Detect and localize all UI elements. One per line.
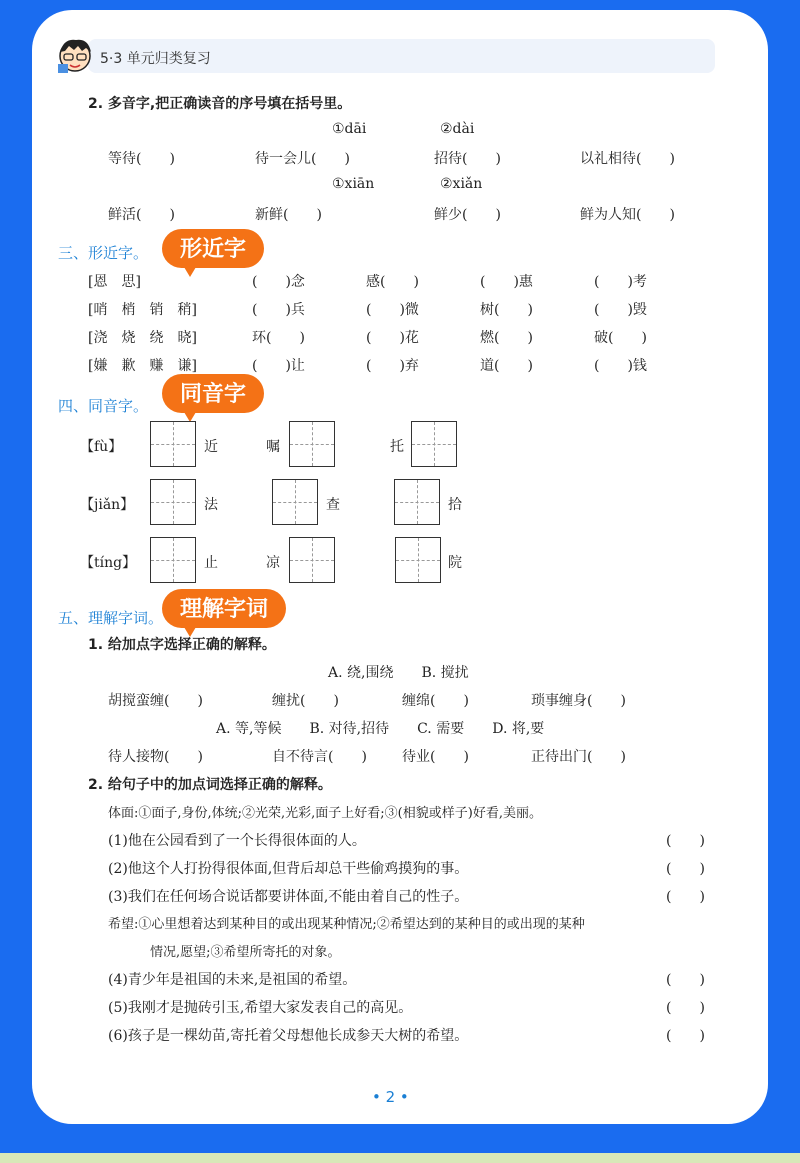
writing-grid[interactable] — [150, 421, 196, 467]
section5-bubble: 理解字词 — [162, 589, 286, 628]
sec3-r1-c2: 感( ) — [366, 274, 419, 290]
q2-row2-item-2: 新鲜( ) — [255, 207, 322, 223]
q2-row1-option-1: ①dāi — [332, 121, 367, 137]
sec3-r3-c4: 破( ) — [594, 330, 647, 346]
sec5-s3: (3)我们在任何场合说话都要讲体面,不能由着自己的性子。 — [108, 889, 469, 905]
sec5-q1-r1-4: 琐事缠身( ) — [531, 693, 626, 709]
q2-row1-item-3: 招待( ) — [434, 151, 501, 167]
answer-blank: ( ) — [666, 889, 705, 905]
answer-blank: ( ) — [666, 972, 705, 988]
section5-title: 五、理解字词。 — [58, 609, 164, 627]
sec5-def2a: 希望:①心里想着达到某种目的或出现某种情况;②希望达到的某种目的或出现的某种 — [108, 917, 585, 932]
sec5-q1-r2-2: 自不待言( ) — [272, 749, 367, 765]
sec5-q1-options2: A. 等,等候 B. 对待,招待 C. 需要 D. 将,要 — [216, 721, 545, 737]
sec4-r3-w1: 止 — [204, 555, 218, 571]
sec3-r3-c2: ( )花 — [366, 330, 419, 346]
sec3-r2-c3: 树( ) — [480, 302, 533, 318]
sec5-def2b: 情况,愿望;③希望所寄托的对象。 — [150, 945, 341, 960]
q2-row1-item-4: 以礼相待( ) — [580, 151, 675, 167]
answer-blank: ( ) — [666, 1028, 705, 1044]
sec4-pinyin-3: 【tíng】 — [80, 555, 137, 571]
sec5-q1-heading: 1. 给加点字选择正确的解释。 — [88, 637, 276, 653]
q2-heading: 2. 多音字,把正确读音的序号填在括号里。 — [88, 96, 352, 112]
student-avatar-icon — [56, 36, 94, 76]
sec3-r3-c3: 燃( ) — [480, 330, 533, 346]
sec3-r2-c1: ( )兵 — [252, 302, 305, 318]
sec5-q1-options1: A. 绕,围绕 B. 搅扰 — [328, 665, 469, 681]
sec5-q1-r1-2: 缠扰( ) — [272, 693, 339, 709]
sec4-r1-w2: 嘱 — [266, 439, 280, 455]
q2-row1-item-1: 等待( ) — [108, 151, 175, 167]
section4-bubble: 同音字 — [162, 374, 264, 413]
sec3-r4-c3: 道( ) — [480, 358, 533, 374]
sec3-r4-c4: ( )钱 — [594, 358, 647, 374]
page-number: • 2 • — [372, 1088, 409, 1106]
sec5-s1: (1)他在公园看到了一个长得很体面的人。 — [108, 833, 366, 849]
sec4-pinyin-1: 【fù】 — [80, 439, 123, 455]
q2-row1-option-2: ②dài — [440, 121, 475, 137]
section3-title: 三、形近字。 — [58, 244, 149, 262]
sec5-q1-r1-1: 胡搅蛮缠( ) — [108, 693, 203, 709]
sec5-q1-r1-3: 缠绵( ) — [402, 693, 469, 709]
sec5-s5: (5)我刚才是抛砖引玉,希望大家发表自己的高见。 — [108, 1000, 413, 1016]
writing-grid[interactable] — [272, 479, 318, 525]
sec3-r4-group: [嫌 歉 赚 谦] — [88, 358, 197, 374]
answer-blank: ( ) — [666, 833, 705, 849]
sec5-def1: 体面:①面子,身份,体统;②光荣,光彩,面子上好看;③(相貌或样子)好看,美丽。 — [108, 806, 542, 821]
sec3-r2-group: [哨 梢 销 稍] — [88, 302, 197, 318]
header-title: 5·3 单元归类复习 — [100, 51, 211, 67]
sec3-r4-c1: ( )让 — [252, 358, 305, 374]
writing-grid[interactable] — [411, 421, 457, 467]
q2-row2-option-2: ②xiǎn — [440, 176, 483, 192]
sec3-r1-c4: ( )考 — [594, 274, 647, 290]
sec4-r2-w1: 法 — [204, 497, 218, 513]
q2-row1-item-2: 待一会儿( ) — [255, 151, 350, 167]
sec3-r1-c1: ( )念 — [252, 274, 305, 290]
q2-row2-item-3: 鲜少( ) — [434, 207, 501, 223]
writing-grid[interactable] — [150, 479, 196, 525]
sec3-r3-c1: 环( ) — [252, 330, 305, 346]
sec4-r1-w1: 近 — [204, 439, 218, 455]
sec3-r2-c4: ( )毁 — [594, 302, 647, 318]
q2-row2-option-1: ①xiān — [332, 176, 375, 192]
sec3-r1-c3: ( )惠 — [480, 274, 533, 290]
sec4-r1-w3: 托 — [390, 439, 404, 455]
writing-grid[interactable] — [289, 537, 335, 583]
sec5-s6: (6)孩子是一棵幼苗,寄托着父母想他长成参天大树的希望。 — [108, 1028, 469, 1044]
answer-blank: ( ) — [666, 861, 705, 877]
writing-grid[interactable] — [150, 537, 196, 583]
sec4-r2-w3: 拾 — [448, 497, 462, 513]
sec5-s2: (2)他这个人打扮得很体面,但背后却总干些偷鸡摸狗的事。 — [108, 861, 469, 877]
sec4-r3-w3: 院 — [448, 555, 462, 571]
sec5-q2-heading: 2. 给句子中的加点词选择正确的解释。 — [88, 777, 332, 793]
answer-blank: ( ) — [666, 1000, 705, 1016]
sec4-r3-w2: 凉 — [266, 555, 280, 571]
sec4-r2-w2: 查 — [326, 497, 340, 513]
bottom-strip — [0, 1153, 800, 1163]
section3-bubble: 形近字 — [162, 229, 264, 268]
sec5-q1-r2-3: 待业( ) — [402, 749, 469, 765]
sec5-q1-r2-4: 正待出门( ) — [531, 749, 626, 765]
sec4-pinyin-2: 【jiǎn】 — [80, 497, 135, 513]
writing-grid[interactable] — [289, 421, 335, 467]
q2-row2-item-4: 鲜为人知( ) — [580, 207, 675, 223]
sec3-r4-c2: ( )弃 — [366, 358, 419, 374]
writing-grid[interactable] — [395, 537, 441, 583]
section4-title: 四、同音字。 — [58, 397, 149, 415]
sec3-r1-group: [恩 思] — [88, 274, 141, 290]
sec5-q1-r2-1: 待人接物( ) — [108, 749, 203, 765]
q2-row2-item-1: 鲜活( ) — [108, 207, 175, 223]
sec3-r2-c2: ( )微 — [366, 302, 419, 318]
sec3-r3-group: [浇 烧 绕 晓] — [88, 330, 197, 346]
writing-grid[interactable] — [394, 479, 440, 525]
sec5-s4: (4)青少年是祖国的未来,是祖国的希望。 — [108, 972, 357, 988]
